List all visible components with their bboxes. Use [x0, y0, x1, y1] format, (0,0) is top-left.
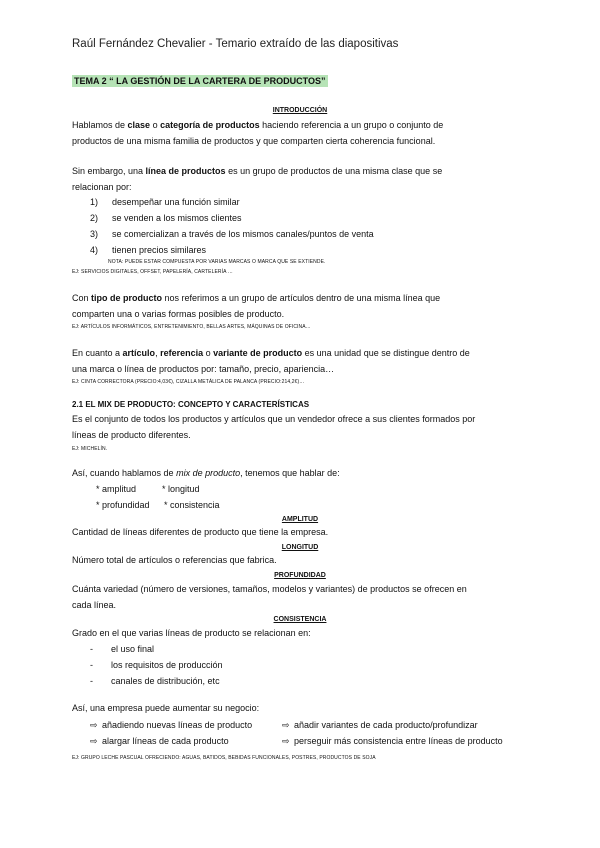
- paragraph-aumentar-negocio: Así, una empresa puede aumentar su negocio:: [72, 703, 260, 713]
- list-text: tienen precios similares: [112, 245, 207, 255]
- list-text: los requisitos de producción: [111, 660, 223, 670]
- dimension-item: * profundidad: [96, 500, 150, 510]
- text: relacionan por:: [72, 181, 132, 192]
- dimension-item: * amplitud: [96, 484, 137, 494]
- numbered-list-item: [90, 211, 242, 226]
- paragraph-mix-intro: [72, 466, 532, 482]
- numbered-list-item: [90, 243, 206, 258]
- text: comparten una o varias formas posibles de producto.: [72, 308, 285, 319]
- example-text: EJ: CINTA CORRECTORA (PRECIO:4,03€), CIZALLA METÁLICA DE PALANCA (PRECIO:214,2€)…: [72, 379, 305, 385]
- dash-list-item: [90, 658, 223, 673]
- text-longitud: Número total de artículos o referencias que fabrica.: [72, 555, 277, 565]
- list-number: 2): [90, 213, 99, 223]
- text: Cuánta variedad (número de versiones, tamaños, modelos y variantes) de productos se ofrecen en: [72, 584, 467, 594]
- page-header: Raúl Fernández Chevalier - Temario extraído de las diapositivas: [72, 38, 399, 50]
- text: líneas de producto diferentes.: [72, 429, 191, 440]
- text: Es el conjunto de todos los productos y artículos que un vendedor ofrece a sus clientes formados por: [72, 414, 476, 424]
- list-text: añadiendo nuevas líneas de producto: [102, 720, 253, 730]
- italic-term: mix de producto: [176, 468, 241, 478]
- paragraph-tipo: [72, 291, 532, 322]
- arrow-right-icon: ⇨: [282, 720, 290, 730]
- paragraph-articulo: [72, 346, 532, 377]
- bold-term: clase: [127, 120, 151, 130]
- numbered-list-item: [90, 227, 374, 242]
- list-text: desempeñar una función similar: [112, 197, 240, 207]
- arrow-right-icon: ⇨: [90, 720, 98, 730]
- text: haciendo referencia a un grupo o conjunto de: [259, 120, 444, 130]
- text: , tenemos que hablar de:: [240, 468, 340, 478]
- list-text: alargar líneas de cada producto: [102, 736, 229, 746]
- text: productos de una misma familia de productos y que comparten cierta coherencia funcional.: [72, 135, 436, 146]
- dash-bullet: -: [90, 676, 93, 686]
- dash-bullet: -: [90, 644, 93, 654]
- paragraph-linea: [72, 164, 532, 195]
- text: es una unidad que se distingue dentro de: [302, 348, 470, 358]
- arrow-item: [282, 718, 478, 733]
- list-text: canales de distribución, etc: [111, 676, 220, 686]
- text: o: [203, 348, 214, 358]
- numbered-list-item: [90, 195, 240, 210]
- text-amplitud: Cantidad de líneas diferentes de producto que tiene la empresa.: [72, 527, 329, 537]
- text: una marca o línea de productos por: tamaño, precio, apariencia…: [72, 363, 335, 374]
- text: Sin embargo, una: [72, 166, 146, 176]
- arrow-item: [90, 734, 229, 749]
- text-consistencia: Grado en el que varias líneas de producto se relacionan en:: [72, 628, 311, 638]
- list-number: 4): [90, 245, 99, 255]
- paragraph-mix-definition: [72, 412, 532, 443]
- note-text: NOTA: PUEDE ESTAR COMPUESTA POR VARIAS MARCAS O MARCA QUE SE EXTIENDE.: [108, 259, 326, 265]
- section-heading-introduccion: INTRODUCCIÓN: [272, 107, 328, 114]
- text: En cuanto a: [72, 348, 123, 358]
- example-text: EJ: ARTÍCULOS INFORMÁTICOS, ENTRETENIMIENTO, BELLAS ARTES, MÁQUINAS DE OFICINA…: [72, 324, 311, 330]
- list-number: 1): [90, 197, 99, 207]
- text: nos referimos a un grupo de artículos dentro de una misma línea que: [162, 293, 441, 303]
- document-title: TEMA 2 “ LA GESTIÓN DE LA CARTERA DE PRODUCTOS”: [74, 76, 326, 86]
- subheading-consistencia: CONSISTENCIA: [273, 616, 327, 623]
- example-text: EJ: MICHELÍN.: [72, 446, 108, 452]
- dash-list-item: [90, 642, 154, 657]
- list-number: 3): [90, 229, 99, 239]
- arrow-right-icon: ⇨: [90, 736, 98, 746]
- subheading-amplitud: AMPLITUD: [281, 516, 319, 523]
- text-profundidad: [72, 582, 532, 613]
- arrow-right-icon: ⇨: [282, 736, 290, 746]
- arrow-item: [282, 734, 503, 749]
- text: Con: [72, 293, 92, 303]
- section-heading-mix: 2.1 EL MIX DE PRODUCTO: CONCEPTO Y CARACTERÍSTICAS: [72, 400, 310, 409]
- bold-term: tipo de producto: [91, 293, 163, 303]
- bold-term: artículo: [122, 348, 156, 358]
- text: es un grupo de productos de una misma clase que se: [225, 166, 443, 176]
- text: cada línea.: [72, 599, 117, 610]
- bold-term: variante de producto: [213, 348, 303, 358]
- dimension-item: * longitud: [162, 484, 200, 494]
- list-text: se venden a los mismos clientes: [112, 213, 242, 223]
- bold-term: categoría de productos: [160, 120, 260, 130]
- list-text: se comercializan a través de los mismos canales/puntos de venta: [112, 229, 374, 239]
- paragraph-clase: [72, 118, 532, 149]
- text: Hablamos de: [72, 120, 128, 130]
- bold-term: referencia: [160, 348, 204, 358]
- list-text: añadir variantes de cada producto/profundizar: [294, 720, 478, 730]
- dash-bullet: -: [90, 660, 93, 670]
- dimension-item: * consistencia: [164, 500, 220, 510]
- list-text: el uso final: [111, 644, 155, 654]
- text: o: [150, 120, 161, 130]
- arrow-item: [90, 718, 252, 733]
- subheading-profundidad: PROFUNDIDAD: [274, 572, 326, 579]
- dash-list-item: [90, 674, 220, 689]
- text: Así, cuando hablamos de: [72, 468, 177, 478]
- bold-term: línea de productos: [145, 166, 226, 176]
- text: ,: [155, 348, 161, 358]
- example-text: EJ: GRUPO LECHE PASCUAL OFRECIENDO: AGUAS, BATIDOS, BEBIDAS FUNCIONALES, POSTRES, PRODUCTOS DE SOJA: [72, 755, 376, 761]
- example-text: EJ: SERVICIOS DIGITALES, OFFSET, PAPELERÍA, CARTELERÍA …: [72, 269, 233, 275]
- list-text: perseguir más consistencia entre líneas de producto: [294, 736, 503, 746]
- subheading-longitud: LONGITUD: [281, 544, 319, 551]
